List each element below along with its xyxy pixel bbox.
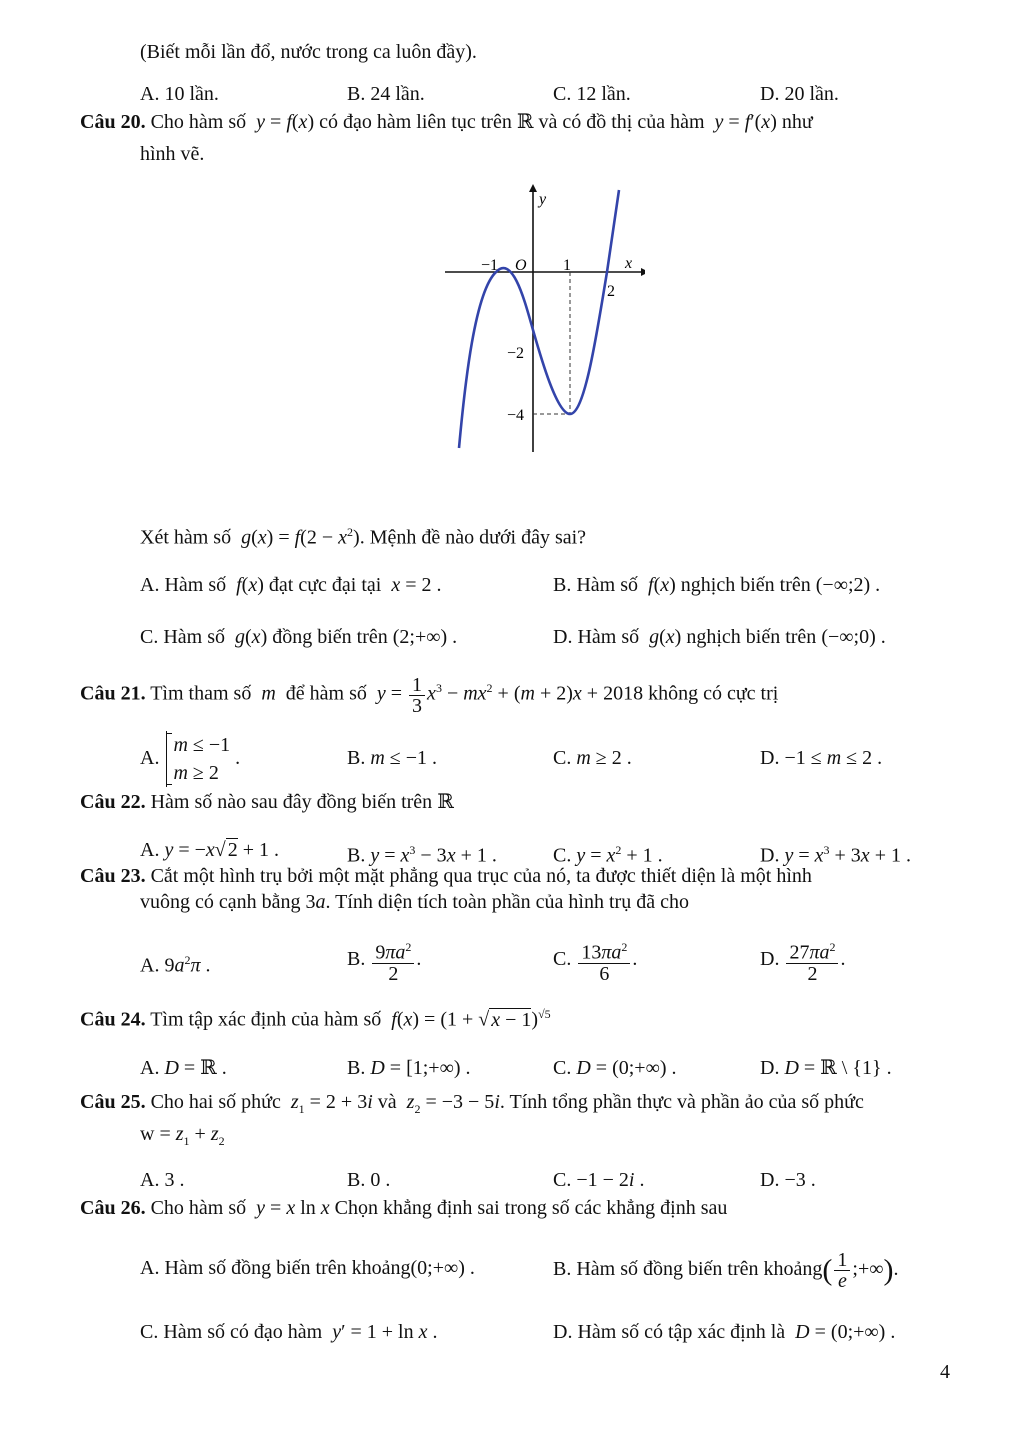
q21-option-d: D. −1 ≤ m ≤ 2 . [760,747,883,769]
q20-opt-d-text: D. Hàm số [553,626,640,648]
q20-option-b: B. Hàm số f(x) nghịch biến trên (−∞;2) . [553,574,881,596]
q20-question-b: . Mệnh đề nào dưới đây sai? [359,526,587,549]
tick-x-2: 2 [607,283,615,300]
q23-option-c: C. $\frac{13\pi a^2}{6}$ . [553,934,637,984]
x-axis-label: x [625,255,633,272]
q21-option-b: B. m ≤ −1 . [347,747,438,769]
q20-opt-b-text2: nghịch biến trên [680,574,811,596]
q20-opt-b-text: B. Hàm số [553,574,638,596]
q20-question: Xét hàm số $g(x) = f(2 - x^2)$. Mệnh đề nào dưới đây sai? [140,525,587,549]
q23-line2b: . Tính diện tích toàn phần của hình trụ đã cho [325,891,689,913]
q22-text: Hàm số nào sau đây đồng biến trên [150,791,433,813]
q23-label: Câu 23. [80,865,146,887]
q24-option-d: D. D = ℝ \ {1} . [760,1057,892,1079]
q22-option-b: B. $y = x^3 - 3x + 1$ . [347,843,497,867]
q23-option-d: D. $\frac{27\pi a^2}{2}$ . [760,934,845,984]
q26-opt-c-text: C. Hàm số có đạo hàm [140,1321,323,1343]
q20-text-a: Cho hàm số [150,111,247,133]
x-axis-arrow [641,268,645,276]
q25-option-c: C. −1 − 2i . [553,1169,645,1191]
q23-line1: Cắt một hình trụ bởi một mặt phẳng qua trục của nó, ta được thiết diện là một hình [150,865,812,887]
q19-option-d: D. 20 lần. [760,83,839,105]
q23-stem-line2: vuông có cạnh bằng 3a. Tính diện tích toàn phần của hình trụ đã cho [140,891,689,913]
derivative-curve [459,190,619,448]
q26-opt-b-text: B. Hàm số đồng biến trên khoảng [553,1258,823,1280]
y-axis-label: y [539,191,547,208]
q24-option-c: C. D = (0;+∞) . [553,1057,677,1079]
tick-x-1: 1 [563,257,571,274]
tick-x-neg1: −1 [481,257,499,274]
q23-stem-line1 [80,864,812,888]
q21-label: Câu 21. [80,682,146,705]
q25-label: Câu 25. [80,1091,146,1113]
q25-stem-line2: $w = z_1 + z_2$ [140,1123,225,1148]
q20-label: Câu 20. [80,111,146,133]
page-number: 4 [940,1361,950,1383]
q25-text-c: Tính tổng phần thực và phần ảo của số phức [509,1091,864,1113]
q21-stem: Câu 21. Tìm tham số m để hàm số y = $\frac{1}{3}$ $x^3 - mx^2 + (m + 2)x + 2018$ không có cực trị [80,673,779,717]
origin-label: O [515,257,527,274]
q19-option-b: B. 24 lần. [347,83,425,105]
q20-stem-line1: Câu 20. Cho hàm số y = f(x) có đạo hàm liên tục trên ℝ và có đồ thị của hàm y = f′(x) như [80,111,813,133]
q20-text-c: và có đồ thị của hàm [538,111,705,133]
q20-opt-d-text2: nghịch biến trên [686,626,817,648]
q20-text-d: như [781,111,813,133]
q25-text-b: và [377,1091,397,1113]
q25-option-d: D. −3 . [760,1169,816,1191]
q19-option-a: A. 10 lần. [140,83,219,105]
q20-opt-c-text: C. Hàm số [140,626,225,648]
q24-option-b: B. D = [1;+∞) . [347,1057,471,1079]
q26-option-a: A. Hàm số đồng biến trên khoảng(0;+∞) . [140,1257,475,1279]
q21-option-a: A. m ≤ −1 m ≥ 2 . [140,730,240,787]
tick-y-neg2: −2 [507,345,525,362]
q21-text-a: Tìm tham số [150,682,252,705]
q20-question-a: Xét hàm số [140,526,232,549]
q20-opt-c-text2: đồng biến trên [272,626,388,648]
q24-label: Câu 24. [80,1008,146,1031]
q26-option-d: D. Hàm số có tập xác định là D = (0;+∞) . [553,1321,896,1343]
q20-stem-line2: hình vẽ. [140,143,205,165]
q26-label: Câu 26. [80,1197,146,1219]
q25-option-b: B. 0 . [347,1169,391,1191]
q20-option-d: D. Hàm số g(x) nghịch biến trên (−∞;0) . [553,626,886,648]
q19-option-c: C. 12 lần. [553,83,631,105]
y-axis-arrow [529,184,537,192]
q21-option-c: C. m ≥ 2 . [553,747,632,769]
q26-option-c: C. Hàm số có đạo hàm y′ = 1 + ln x . [140,1321,438,1343]
q21-text-c: không có cực trị [648,682,779,705]
q26-opt-d-text: D. Hàm số có tập xác định là [553,1321,786,1343]
q20-opt-a-text: A. Hàm số [140,574,227,596]
q22-option-c: C. $y = x^2 + 1$ . [553,843,663,867]
q23-option-a: A. $9a^2\pi$ . [140,953,211,977]
q26-stem: Câu 26. Cho hàm số y = x ln x Chọn khẳng định sai trong số các khẳng định sau [80,1197,728,1219]
q20-option-a: A. Hàm số f(x) đạt cực đại tại x = 2 . [140,574,442,596]
q26-text-b: Chọn khẳng định sai trong số các khẳng định sau [334,1197,728,1219]
q20-text-b: có đạo hàm liên tục trên [319,111,512,133]
tick-y-neg4: −4 [507,407,525,424]
q24-option-a: A. D = ℝ . [140,1057,227,1079]
q20-opt-a-text2: đạt cực đại tại [268,574,382,596]
q26-opt-a-text: A. Hàm số đồng biến trên khoảng [140,1257,411,1279]
q23-line2a: vuông có cạnh bằng [140,891,301,913]
derivative-graph [445,182,645,454]
q23-option-b: B. $\frac{9\pi a^2}{2}$ . [347,934,421,984]
q25-stem-line1: Câu 25. Cho hai số phức $z_1 = 2 + 3i$ và $z_2 = -3 - 5i$. Tính tổng phần thực và phần ảo của số phức [80,1091,864,1116]
q26-option-b: B. Hàm số đồng biến trên khoảng( $\frac{1}{e}$ ;+∞). [553,1248,899,1292]
q25-text-a: Cho hai số phức [150,1091,281,1113]
q26-text-a: Cho hàm số [150,1197,247,1219]
q20-option-c: C. Hàm số g(x) đồng biến trên (2;+∞) . [140,626,458,648]
q24-stem: Câu 24. Tìm tập xác định của hàm số f(x) = (1 + √ x − 1)$^{√5}$ [80,1007,551,1031]
q22-option-d: D. $y = x^3 + 3x + 1$ . [760,843,911,867]
q22-option-a: A. y = −x√ 2 + 1 . [140,839,280,861]
q24-text: Tìm tập xác định của hàm số [150,1008,382,1031]
q25-option-a: A. 3 . [140,1169,185,1191]
q22-label: Câu 22. [80,791,146,813]
intro-line: (Biết mỗi lần đổ, nước trong ca luôn đầy). [140,41,477,63]
q21-text-b: để hàm số [285,682,367,705]
q22-stem: Câu 22. Hàm số nào sau đây đồng biến trên ℝ [80,791,454,813]
